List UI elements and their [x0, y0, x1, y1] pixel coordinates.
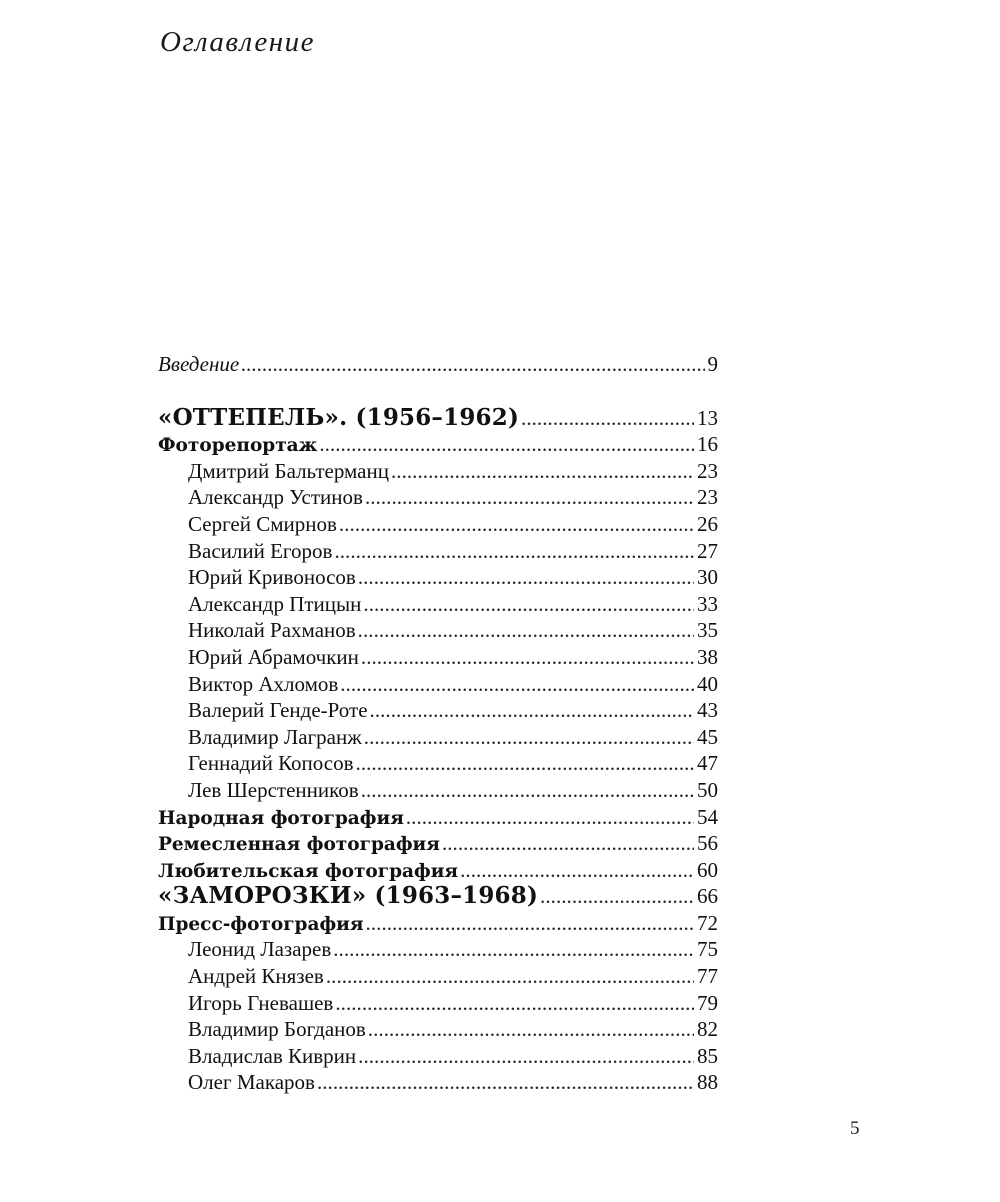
- toc-entry-title: Дмитрий Бальтерманц: [188, 458, 389, 483]
- toc-entry-page: 82: [697, 1017, 718, 1042]
- toc-leader-dots: [335, 990, 694, 1017]
- toc-person-entry[interactable]: [158, 936, 718, 963]
- toc-leader-dots: [365, 484, 694, 511]
- toc-person-entry[interactable]: [158, 1016, 718, 1043]
- toc-leader-dots: [361, 644, 694, 671]
- toc-entry-page: 43: [697, 698, 718, 723]
- toc-entry-title: Игорь Гневашев: [188, 990, 334, 1015]
- toc-chapter-entry[interactable]: [158, 405, 718, 432]
- toc-entry-page: 45: [697, 724, 718, 749]
- toc-entry-title: Владимир Богданов: [188, 1017, 366, 1042]
- toc-section-entry[interactable]: [158, 910, 718, 937]
- toc-entry-page: 27: [697, 538, 718, 563]
- toc-person-entry[interactable]: [158, 484, 718, 511]
- toc-leader-dots: [406, 804, 694, 831]
- toc-entry-page: 9: [707, 352, 718, 376]
- toc-entry-page: 13: [697, 405, 718, 430]
- toc-entry-title: Александр Птицын: [188, 591, 362, 616]
- toc-leader-dots: [460, 857, 694, 884]
- toc-entry-title: Александр Устинов: [188, 485, 363, 510]
- toc-entry-page: 40: [697, 671, 718, 696]
- toc-leader-dots: [241, 351, 704, 378]
- toc-leader-dots: [364, 724, 694, 751]
- toc-leader-dots: [339, 511, 694, 538]
- toc-person-entry[interactable]: [158, 963, 718, 990]
- toc-person-entry[interactable]: [158, 990, 718, 1017]
- toc-entry-title: Введение: [158, 352, 240, 376]
- toc-entry-title: Олег Макаров: [188, 1070, 315, 1095]
- toc-chapter-entry[interactable]: [158, 883, 718, 910]
- toc-entry-page: 26: [697, 511, 718, 536]
- toc-entry-title: Лев Шерстенников: [188, 777, 359, 802]
- toc-entry-title: Юрий Кривоносов: [188, 565, 356, 590]
- toc-person-entry[interactable]: [158, 724, 718, 751]
- toc-person-entry[interactable]: [158, 777, 718, 804]
- toc-section-entry[interactable]: [158, 857, 718, 884]
- toc-entry-page: 23: [697, 485, 718, 510]
- toc-person-entry[interactable]: [158, 697, 718, 724]
- toc-entry-title: «ОТТЕПЕЛЬ». (1956–1962): [158, 403, 520, 431]
- toc-entry-page: 85: [697, 1043, 718, 1068]
- toc-entry-title: Народная фотография: [158, 807, 404, 829]
- toc-leader-dots: [358, 617, 694, 644]
- toc-entry-page: 23: [697, 458, 718, 483]
- toc-entry-page: 60: [697, 857, 718, 882]
- toc-person-entry[interactable]: [158, 1069, 718, 1096]
- toc-person-entry[interactable]: [158, 591, 718, 618]
- toc-person-entry[interactable]: [158, 671, 718, 698]
- toc-entry-page: 33: [697, 591, 718, 616]
- toc-person-entry[interactable]: [158, 458, 718, 485]
- toc-entry-title: Валерий Генде-Роте: [188, 698, 368, 723]
- toc-entry-page: 38: [697, 644, 718, 669]
- toc-person-entry[interactable]: [158, 511, 718, 538]
- toc-leader-dots: [358, 1043, 694, 1070]
- toc-entry-page: 66: [697, 884, 718, 909]
- toc-leader-dots: [326, 963, 694, 990]
- toc-entry-page: 72: [697, 910, 718, 935]
- toc-leader-dots: [366, 910, 694, 937]
- toc-entry-page: 77: [697, 964, 718, 989]
- toc-entry-title: Фоторепортаж: [158, 435, 318, 457]
- toc-leader-dots: [358, 564, 694, 591]
- toc-leader-dots: [540, 883, 694, 910]
- page-number: 5: [850, 1118, 860, 1139]
- toc-entry-title: «ЗАМОРОЗКИ» (1963–1968): [158, 882, 539, 910]
- toc-person-entry[interactable]: [158, 564, 718, 591]
- toc-section-entry[interactable]: [158, 830, 718, 857]
- toc-entry-page: 16: [697, 432, 718, 457]
- toc-leader-dots: [340, 671, 694, 698]
- toc-entry-title: Пресс-фотография: [158, 913, 364, 935]
- toc-person-entry[interactable]: [158, 1043, 718, 1070]
- toc-section-entry[interactable]: [158, 804, 718, 831]
- toc-section-entry[interactable]: [158, 431, 718, 458]
- toc-leader-dots: [368, 1016, 694, 1043]
- toc-leader-dots: [361, 777, 694, 804]
- toc-entry-page: 50: [697, 777, 718, 802]
- toc-entry-title: Владислав Киврин: [188, 1043, 357, 1068]
- toc-entry-page: 30: [697, 565, 718, 590]
- toc-entry-title: Сергей Смирнов: [188, 511, 337, 536]
- toc-leader-dots: [521, 405, 694, 432]
- toc-entry-title: Владимир Лагранж: [188, 724, 362, 749]
- toc-leader-dots: [370, 697, 694, 724]
- table-of-contents: [158, 351, 718, 1096]
- toc-entry-page: 88: [697, 1070, 718, 1095]
- toc-leader-dots: [356, 750, 694, 777]
- toc-person-entry[interactable]: [158, 644, 718, 671]
- page-title: Оглавление: [160, 26, 315, 58]
- toc-entry-page: 56: [697, 831, 718, 856]
- toc-entry-page: 47: [697, 751, 718, 776]
- toc-leader-dots: [442, 830, 694, 857]
- toc-entry-title: Юрий Абрамочкин: [188, 644, 359, 669]
- toc-entry-page: 35: [697, 618, 718, 643]
- toc-person-entry[interactable]: [158, 750, 718, 777]
- toc-leader-dots: [317, 1069, 694, 1096]
- toc-entry-title: Андрей Князев: [188, 964, 324, 989]
- toc-leader-dots: [319, 431, 694, 458]
- toc-spacer: [158, 378, 718, 405]
- toc-entry-title: Геннадий Копосов: [188, 751, 354, 776]
- toc-entry-title: Любительская фотография: [158, 860, 459, 882]
- toc-entry-title: Виктор Ахломов: [188, 671, 339, 696]
- toc-entry-page: 75: [697, 937, 718, 962]
- toc-entry-intro[interactable]: [158, 351, 718, 378]
- toc-entry-page: 79: [697, 990, 718, 1015]
- toc-leader-dots: [391, 458, 694, 485]
- toc-entry-title: Василий Егоров: [188, 538, 333, 563]
- toc-entry-title: Леонид Лазарев: [188, 937, 332, 962]
- toc-entry-title: Ремесленная фотография: [158, 834, 440, 856]
- toc-leader-dots: [363, 591, 694, 618]
- toc-person-entry[interactable]: [158, 617, 718, 644]
- toc-leader-dots: [334, 538, 694, 565]
- toc-person-entry[interactable]: [158, 538, 718, 565]
- toc-entry-page: 54: [697, 804, 718, 829]
- toc-leader-dots: [333, 936, 694, 963]
- toc-entry-title: Николай Рахманов: [188, 618, 356, 643]
